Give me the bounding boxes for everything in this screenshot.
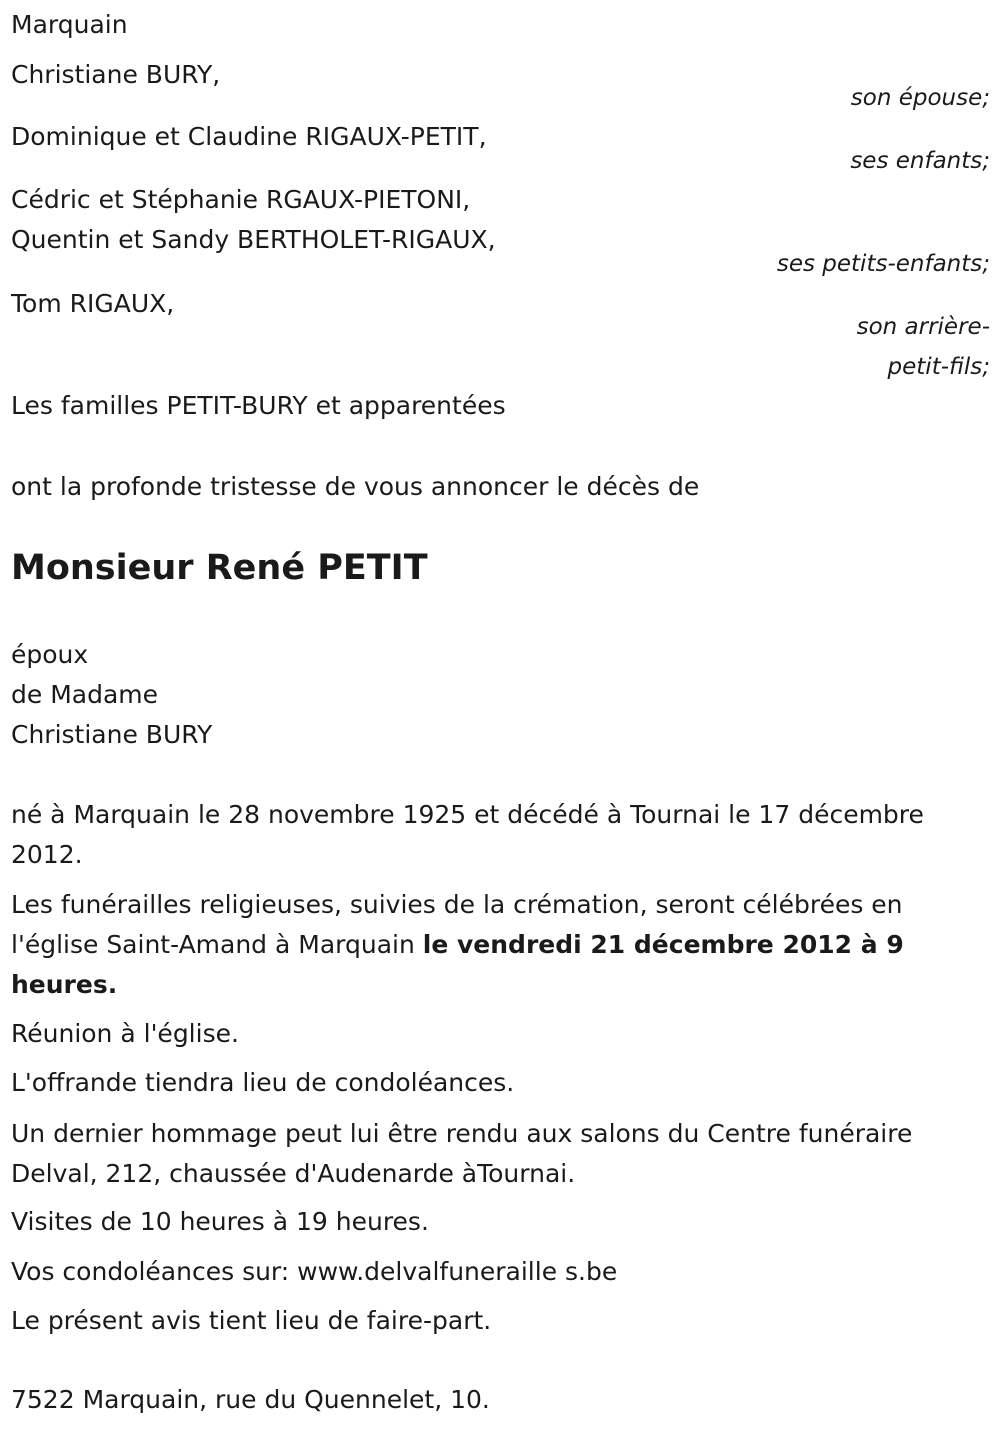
funeral-info (11, 885, 986, 1005)
family-name-grandchild-2: Quentin et Sandy BERTHOLET-RIGAUX, (11, 225, 496, 254)
family-name-spouse: Christiane BURY, (11, 60, 221, 89)
address: 7522 Marquain, rue du Quennelet, 10. (11, 1385, 490, 1414)
notice: Le présent avis tient lieu de faire-part. (11, 1306, 492, 1335)
relation-children: ses enfants; (850, 148, 990, 174)
relation-spouse: son épouse; (850, 85, 990, 111)
spouse-line-2: de Madame (11, 680, 159, 709)
offering: L'offrande tiendra lieu de condoléances. (11, 1068, 515, 1097)
funeral-text: Les funérailles religieuses, suivies de la crémation, seront célébrées en l'église Saint-Amand à Marquain (11, 890, 903, 959)
families-line: Les familles PETIT-BURY et apparentées (11, 391, 506, 420)
family-name-grandchild-1: Cédric et Stéphanie RGAUX-PIETONI, (11, 185, 471, 214)
meeting: Réunion à l'église. (11, 1019, 239, 1048)
announcement: ont la profonde tristesse de vous annoncer le décès de (11, 472, 700, 501)
relation-great-grandchild-line-1: son arrière- (856, 314, 990, 340)
family-name-children: Dominique et Claudine RIGAUX-PETIT, (11, 122, 487, 151)
spouse-line-3: Christiane BURY (11, 720, 213, 749)
family-name-great-grandchild: Tom RIGAUX, (11, 289, 175, 318)
relation-great-grandchild-line-2: petit-fils; (887, 354, 990, 380)
birth-death: né à Marquain le 28 novembre 1925 et décédé à Tournai le 17 décembre 2012. (11, 800, 924, 869)
condolences-website: Vos condoléances sur: www.delvalfuneraille s.be (11, 1257, 618, 1286)
place-header: Marquain (11, 10, 128, 39)
spouse-line-1: époux (11, 640, 89, 669)
relation-grandchildren: ses petits-enfants; (776, 251, 990, 277)
tribute: Un dernier hommage peut lui être rendu aux salons du Centre funéraire Delval, 212, chaussée d'Audenarde àTournai. (11, 1119, 913, 1188)
visits: Visites de 10 heures à 19 heures. (11, 1207, 429, 1236)
funeral-date: le vendredi 21 décembre 2012 à 9 heures. (11, 930, 904, 999)
deceased-name: Monsieur René PETIT (11, 548, 428, 588)
